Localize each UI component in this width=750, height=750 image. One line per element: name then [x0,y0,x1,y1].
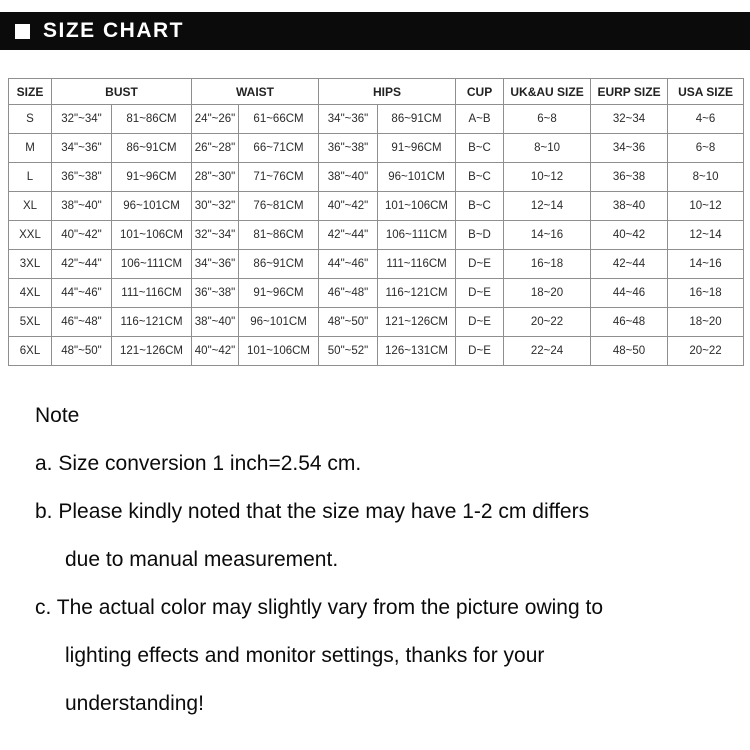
table-cell: 76~81CM [239,192,319,221]
table-cell: 40"~42" [319,192,378,221]
table-cell: 12~14 [504,192,591,221]
table-cell: 48"~50" [319,308,378,337]
table-cell: 6~8 [504,105,591,134]
table-cell: 101~106CM [378,192,456,221]
table-row [9,250,744,279]
table-cell: 116~121CM [112,308,192,337]
table-cell: 101~106CM [239,337,319,366]
note-item-a: a. Size conversion 1 inch=2.54 cm. [35,452,362,475]
table-cell: XXL [9,221,52,250]
table-cell: M [9,134,52,163]
table-cell: 86~91CM [378,105,456,134]
column-header-hips: HIPS [319,79,456,105]
table-cell: 46~48 [591,308,668,337]
table-cell: 44~46 [591,279,668,308]
table-cell: 16~18 [668,279,744,308]
table-cell: 91~96CM [378,134,456,163]
table-cell: 40~42 [591,221,668,250]
table-cell: 42"~44" [52,250,112,279]
table-cell: 48"~50" [52,337,112,366]
table-row [9,105,744,134]
table-row [9,308,744,337]
table-cell: 101~106CM [112,221,192,250]
table-cell: 36"~38" [192,279,239,308]
table-cell: 36"~38" [52,163,112,192]
table-cell: XL [9,192,52,221]
table-cell: 34"~36" [192,250,239,279]
page-title: SIZE CHART [43,19,184,42]
table-cell: 4XL [9,279,52,308]
table-cell: 40"~42" [52,221,112,250]
table-cell: 32~34 [591,105,668,134]
table-row [9,192,744,221]
table-cell: 32"~34" [52,105,112,134]
table-cell: 10~12 [668,192,744,221]
table-row [9,163,744,192]
table-cell: 91~96CM [112,163,192,192]
table-cell: 38~40 [591,192,668,221]
table-cell: 4~6 [668,105,744,134]
table-cell: 38"~40" [192,308,239,337]
table-row [9,221,744,250]
table-cell: D~E [456,308,504,337]
table-cell: 111~116CM [378,250,456,279]
table-cell: D~E [456,250,504,279]
table-cell: 14~16 [504,221,591,250]
table-cell: 16~18 [504,250,591,279]
table-cell: 81~86CM [239,221,319,250]
table-cell: 81~86CM [112,105,192,134]
table-cell: 121~126CM [112,337,192,366]
table-cell: B~C [456,134,504,163]
table-cell: 96~101CM [239,308,319,337]
table-cell: 42~44 [591,250,668,279]
table-cell: 22~24 [504,337,591,366]
table-cell: 8~10 [504,134,591,163]
column-header-usa: USA SIZE [668,79,744,105]
table-cell: 6XL [9,337,52,366]
column-header-eurp: EURP SIZE [591,79,668,105]
table-cell: 24"~26" [192,105,239,134]
table-cell: 20~22 [668,337,744,366]
table-cell: 36~38 [591,163,668,192]
note-item-c-line2: lighting effects and monitor settings, thanks for your [65,644,545,667]
table-row [9,134,744,163]
table-cell: 18~20 [668,308,744,337]
table-cell: 8~10 [668,163,744,192]
table-cell: 96~101CM [378,163,456,192]
table-cell: 3XL [9,250,52,279]
table-cell: 106~111CM [112,250,192,279]
table-cell: 28"~30" [192,163,239,192]
table-cell: S [9,105,52,134]
table-cell: 121~126CM [378,308,456,337]
table-cell: 44"~46" [319,250,378,279]
table-cell: 34"~36" [319,105,378,134]
square-bullet-icon [15,24,30,39]
table-cell: 12~14 [668,221,744,250]
table-cell: 116~121CM [378,279,456,308]
column-header-ukau: UK&AU SIZE [504,79,591,105]
column-header-size: SIZE [9,79,52,105]
table-cell: 20~22 [504,308,591,337]
table-header-row [9,79,744,105]
table-cell: D~E [456,337,504,366]
table-cell: B~C [456,192,504,221]
table-cell: 61~66CM [239,105,319,134]
notes-title: Note [35,404,80,427]
size-chart-table [8,78,744,366]
table-row [9,279,744,308]
table-cell: 38"~40" [319,163,378,192]
table-cell: 86~91CM [239,250,319,279]
note-item-b-line2: due to manual measurement. [65,548,339,571]
table-cell: 32"~34" [192,221,239,250]
note-item-c-line3: understanding! [65,692,204,715]
table-cell: 86~91CM [112,134,192,163]
table-cell: 50"~52" [319,337,378,366]
table-cell: 34"~36" [52,134,112,163]
table-cell: B~C [456,163,504,192]
table-cell: 40"~42" [192,337,239,366]
column-header-bust: BUST [52,79,192,105]
table-cell: 48~50 [591,337,668,366]
table-cell: 66~71CM [239,134,319,163]
table-cell: 106~111CM [378,221,456,250]
title-bar [0,12,750,50]
table-cell: 18~20 [504,279,591,308]
table-cell: 30"~32" [192,192,239,221]
table-cell: 96~101CM [112,192,192,221]
table-cell: 44"~46" [52,279,112,308]
column-header-waist: WAIST [192,79,319,105]
table-cell: 126~131CM [378,337,456,366]
table-cell: 14~16 [668,250,744,279]
table-cell: 46"~48" [52,308,112,337]
note-item-b-line1: b. Please kindly noted that the size may have 1-2 cm differs [35,500,590,523]
table-cell: D~E [456,279,504,308]
column-header-cup: CUP [456,79,504,105]
table-cell: 5XL [9,308,52,337]
table-cell: 42"~44" [319,221,378,250]
table-cell: 111~116CM [112,279,192,308]
table-cell: 71~76CM [239,163,319,192]
table-cell: 10~12 [504,163,591,192]
note-item-c-line1: c. The actual color may slightly vary from the picture owing to [35,596,604,619]
notes-section [35,392,735,728]
table-cell: 26"~28" [192,134,239,163]
table-cell: A~B [456,105,504,134]
table-cell: 91~96CM [239,279,319,308]
table-cell: 38"~40" [52,192,112,221]
table-cell: 34~36 [591,134,668,163]
table-cell: 46"~48" [319,279,378,308]
table-cell: B~D [456,221,504,250]
table-cell: L [9,163,52,192]
table-row [9,337,744,366]
table-cell: 6~8 [668,134,744,163]
table-cell: 36"~38" [319,134,378,163]
